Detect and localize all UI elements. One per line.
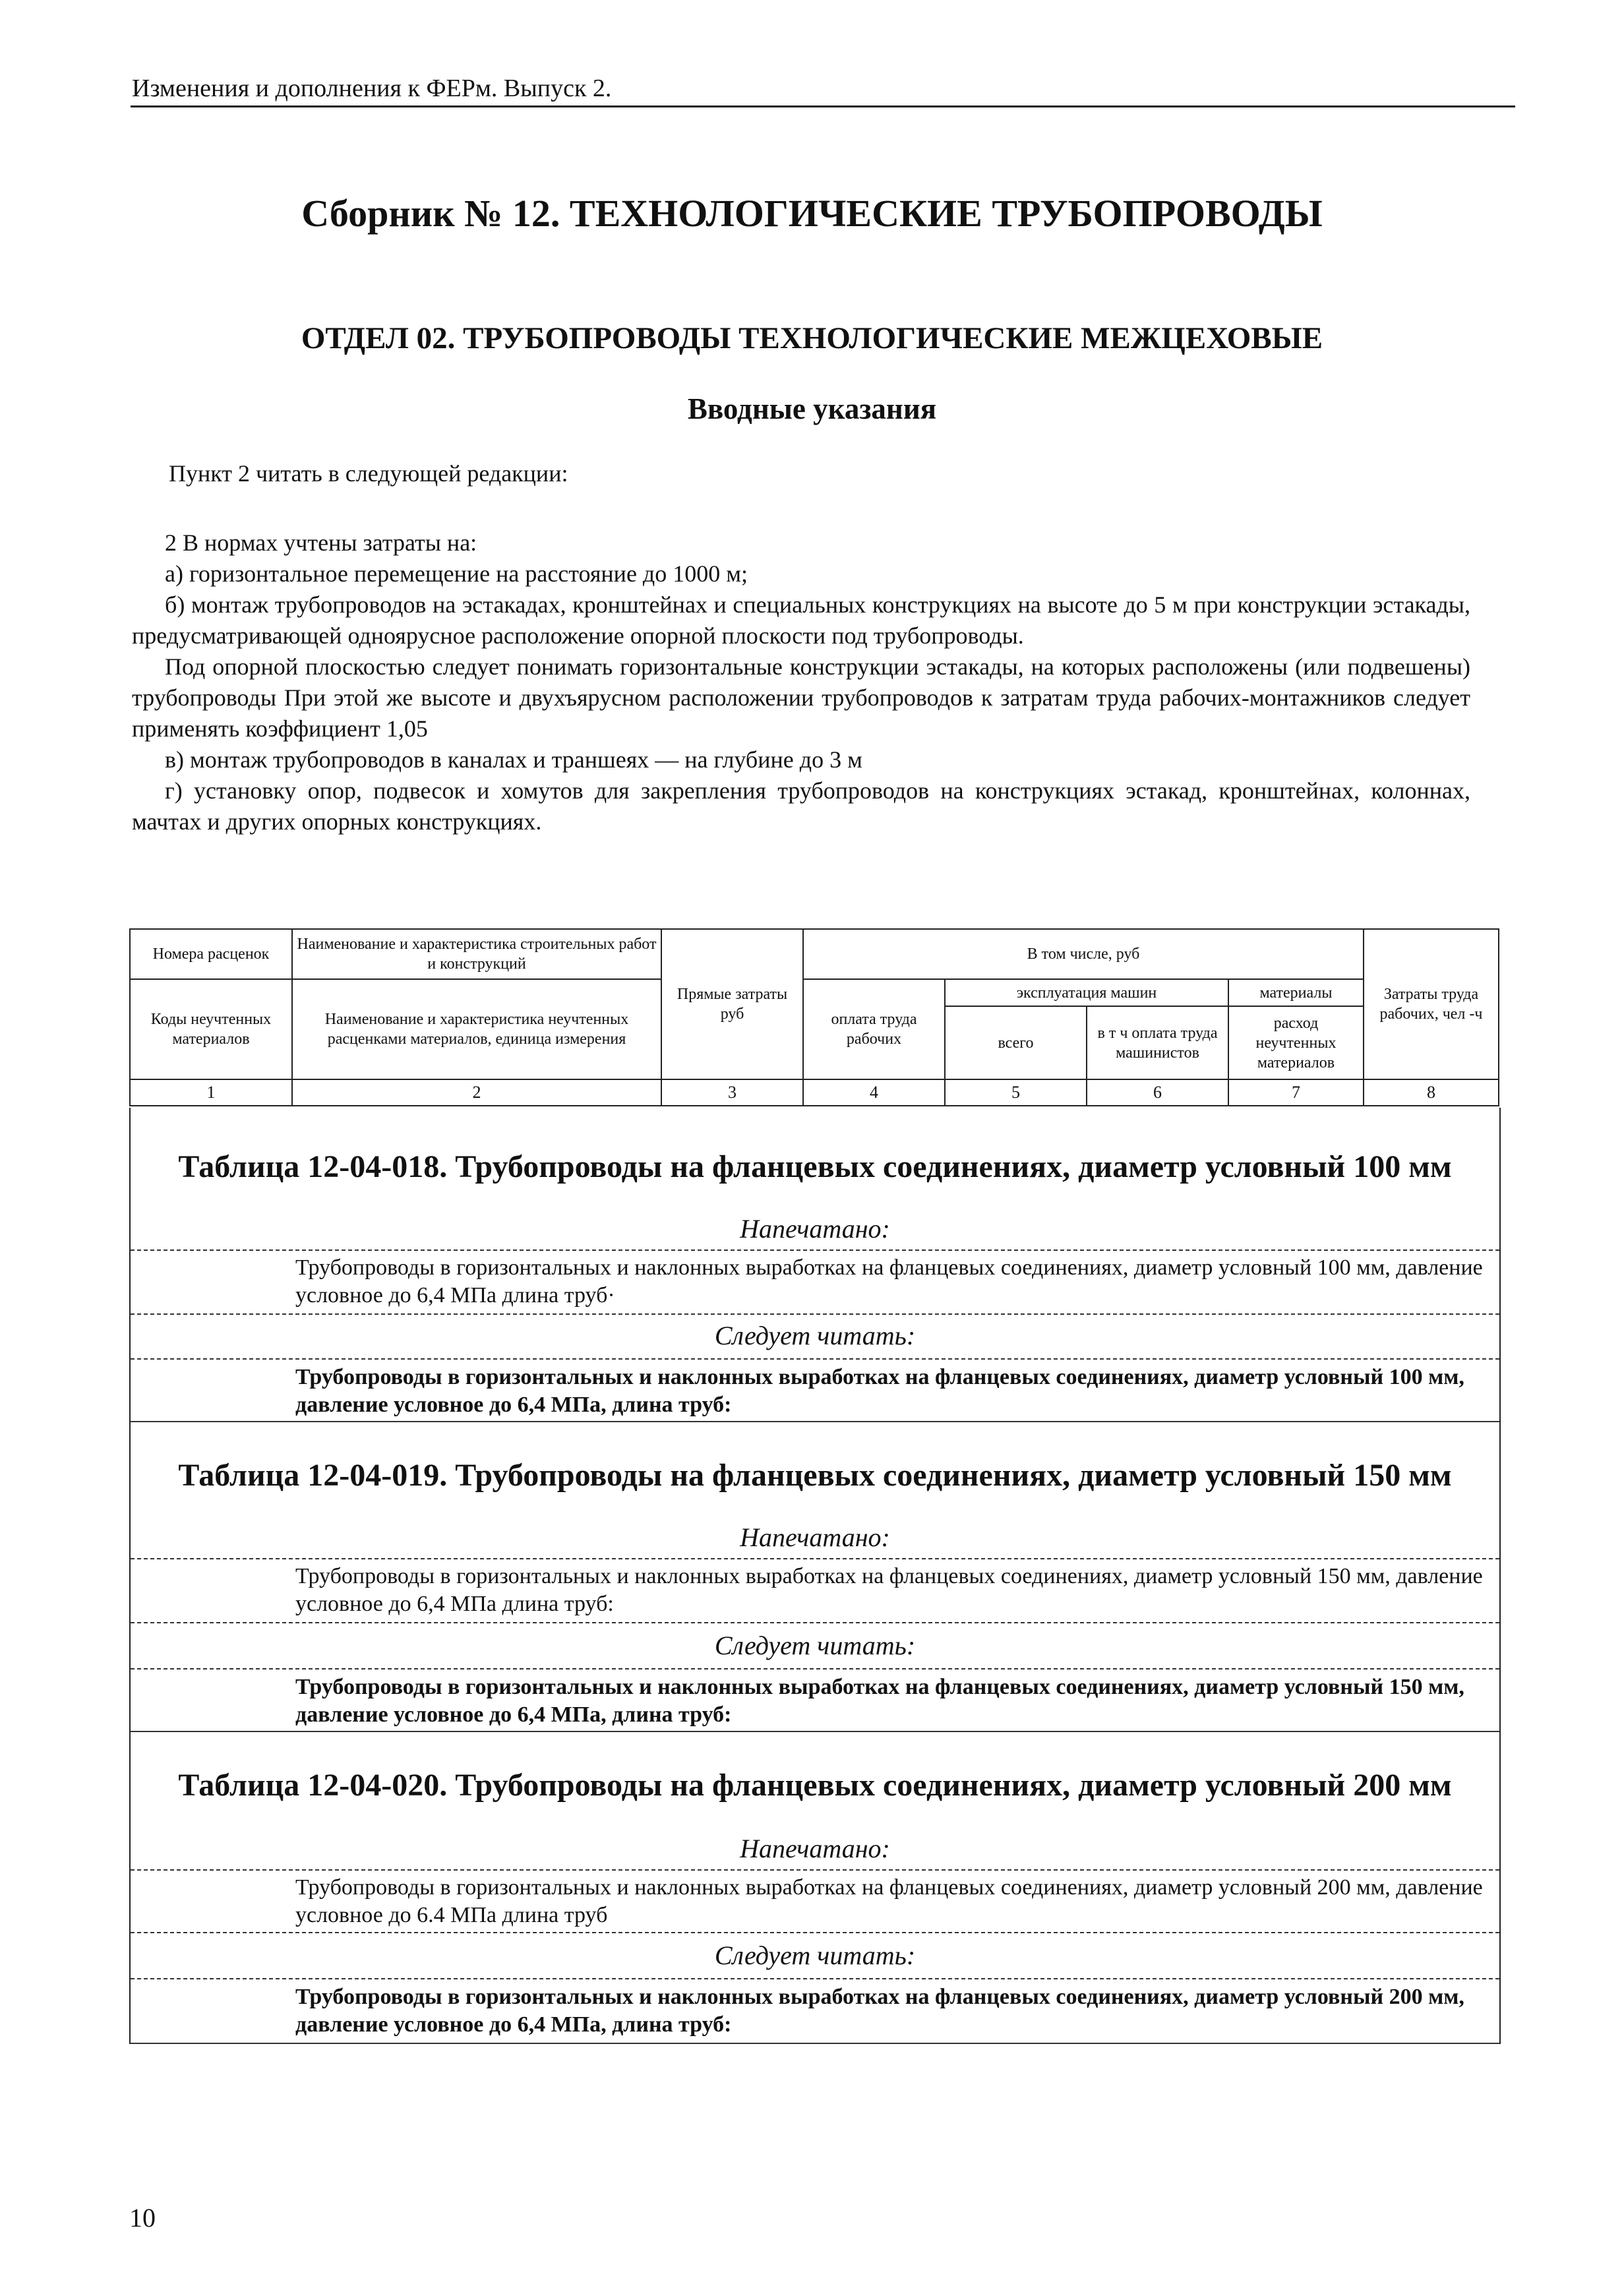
intro-paragraph-1: 2 В нормах учтены затраты на: [165, 529, 477, 556]
header-machine-total: всего [945, 1006, 1087, 1079]
row-divider [131, 1869, 1499, 1871]
page-number: 10 [129, 2203, 156, 2233]
row-divider [131, 1932, 1499, 1933]
row-divider [131, 1421, 1499, 1422]
printed-label: Напечатано: [740, 1522, 890, 1552]
printed-label: Напечатано: [740, 1834, 890, 1863]
row-divider [131, 1558, 1499, 1559]
read-label: Следует читать: [714, 1940, 916, 1970]
intro-lead: Пункт 2 читать в следующей редакции: [169, 460, 568, 487]
row-divider [131, 1313, 1499, 1315]
read-text: Трубопроводы в горизонтальных и наклонных выработках на фланцевых соединениях, диаметр условный 100 мм, давление условное до 6,4 МПа, длина труб: [295, 1365, 1464, 1417]
printed-text: Трубопроводы в горизонтальных и наклонных выработках на фланцевых соединениях, диаметр условный 200 мм, давление условное до 6.4 МПа длина труб [295, 1875, 1483, 1927]
header-rate-numbers: Номера расценок [130, 929, 292, 979]
header-material-codes: Коды неучтенных материалов [130, 979, 292, 1079]
column-number: 5 [945, 1079, 1087, 1106]
column-header-table [129, 928, 1498, 1106]
printed-label: Напечатано: [740, 1214, 890, 1244]
intro-heading: Вводные указания [687, 392, 937, 425]
table-title: Таблица 12-04-018. Трубопроводы на фланцевых соединениях, диаметр условный 100 мм [178, 1149, 1452, 1184]
row-divider [131, 2043, 1499, 2044]
header-labor-costs: Затраты труда рабочих, чел -ч [1364, 929, 1499, 1079]
table-title: Таблица 12-04-019. Трубопроводы на фланцевых соединениях, диаметр условный 150 мм [178, 1458, 1452, 1493]
column-number: 6 [1087, 1079, 1228, 1106]
read-label: Следует читать: [714, 1631, 916, 1660]
header-materials: материалы [1228, 979, 1364, 1006]
table-title: Таблица 12-04-020. Трубопроводы на фланцевых соединениях, диаметр условный 200 мм [178, 1768, 1452, 1803]
header-material-name: Наименование и характеристика неучтенных расценками материалов, единица измерения [292, 979, 661, 1079]
read-label: Следует читать: [714, 1321, 916, 1350]
header-machine-operation: эксплуатация машин [945, 979, 1228, 1006]
header-rule [131, 105, 1515, 107]
collection-title: Сборник № 12. ТЕХНОЛОГИЧЕСКИЕ ТРУБОПРОВОДЫ [301, 192, 1323, 235]
header-including-group: В том числе, руб [803, 929, 1364, 979]
read-text: Трубопроводы в горизонтальных и наклонных выработках на фланцевых соединениях, диаметр условный 200 мм, давление условное до 6,4 МПа, длина труб: [295, 1985, 1464, 2037]
header-direct-costs: Прямые затраты руб [661, 929, 803, 1079]
column-number: 4 [803, 1079, 945, 1106]
column-number: 7 [1228, 1079, 1364, 1106]
row-divider [131, 1978, 1499, 1979]
column-number: 1 [130, 1079, 292, 1106]
row-divider [131, 1731, 1499, 1732]
printed-text: Трубопроводы в горизонтальных и наклонных выработках на фланцевых соединениях, диаметр условный 150 мм, давление условное до 6,4 МПа длина труб: [295, 1564, 1483, 1616]
header-work-name: Наименование и характеристика строительных работ и конструкций [292, 929, 661, 979]
header-operator-pay: в т ч оплата труда машинистов [1087, 1006, 1228, 1079]
intro-paragraph-6: г) установку опор, подвесок и хомутов для закрепления трубопроводов на конструкциях эстакад, кронштейнах, колоннах, мачтах и других опорных конструкциях. [132, 777, 1470, 835]
header-worker-pay: оплата труда рабочих [803, 979, 945, 1079]
intro-paragraph-3: б) монтаж трубопроводов на эстакадах, кронштейнах и специальных конструкциях на высоте до 5 м при конструкции эстакады, предусматривающей одноярусное расположение опорной плоскости под трубопроводы. [132, 591, 1470, 649]
row-divider [131, 1622, 1499, 1623]
running-header: Изменения и дополнения к ФЕРм. Выпуск 2. [132, 75, 612, 102]
row-divider [131, 1249, 1499, 1251]
corrections-body [129, 1108, 1501, 2044]
column-number: 2 [292, 1079, 661, 1106]
section-title: ОТДЕЛ 02. ТРУБОПРОВОДЫ ТЕХНОЛОГИЧЕСКИЕ МЕЖЦЕХОВЫЕ [301, 321, 1323, 355]
intro-paragraph-4: Под опорной плоскостью следует понимать горизонтальные конструкции эстакады, на которых расположены (или подвешены) трубопроводы При этой же высоте и двухъярусном расположении трубопроводов к затратам труда рабочих-монтажников следует применять коэффициент 1,05 [132, 653, 1470, 742]
read-text: Трубопроводы в горизонтальных и наклонных выработках на фланцевых соединениях, диаметр условный 150 мм, давление условное до 6,4 МПа, длина труб: [295, 1675, 1464, 1727]
column-number: 3 [661, 1079, 803, 1106]
column-number: 8 [1364, 1079, 1499, 1106]
intro-paragraph-5: в) монтаж трубопроводов в каналах и траншеях — на глубине до 3 м [165, 746, 862, 773]
header-material-consumption: расход неучтенных материалов [1228, 1006, 1364, 1079]
row-divider [131, 1358, 1499, 1360]
row-divider [131, 1668, 1499, 1669]
intro-paragraph-2: а) горизонтальное перемещение на расстояние до 1000 м; [165, 560, 748, 587]
printed-text: Трубопроводы в горизонтальных и наклонных выработках на фланцевых соединениях, диаметр условный 100 мм, давление условное до 6,4 МПа длина труб· [295, 1255, 1483, 1308]
